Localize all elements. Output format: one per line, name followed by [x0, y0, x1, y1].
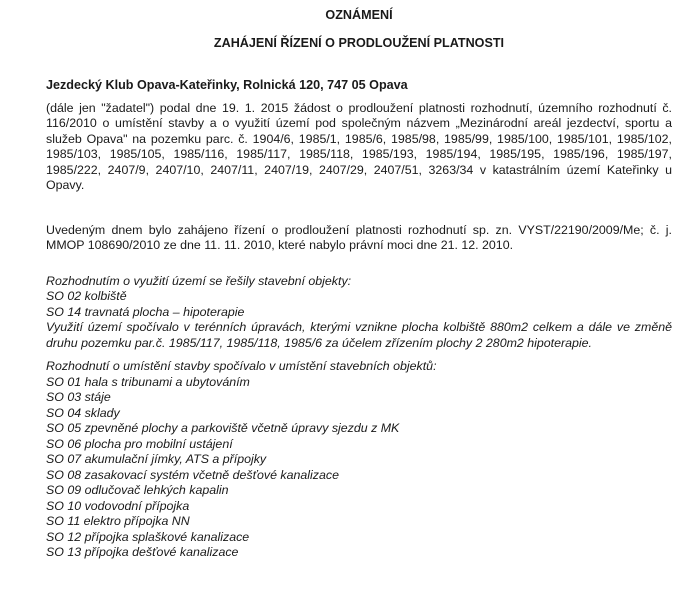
placement-section — [46, 359, 672, 561]
placement-item: SO 04 sklady — [46, 405, 120, 420]
placement-item: SO 01 hala s tribunami a ubytováním — [46, 374, 250, 389]
land-use-item: SO 02 kolbiště — [46, 289, 127, 303]
paragraph-proceedings: Uvedeným dnem bylo zahájeno řízení o prodloužení platnosti rozhodnutí sp. zn. VYST/22190/2009/Me; č. j. MMOP 108690/2010 ze dne 11. 11. 2010, které nabylo právní moci dne 21. 12. 2010. — [46, 222, 672, 252]
placement-item: SO 10 vodovodní přípojka — [46, 498, 190, 513]
placement-item: SO 09 odlučovač lehkých kapalin — [46, 483, 229, 497]
placement-item: SO 03 stáje — [46, 390, 111, 404]
document-title: OZNÁMENÍ — [325, 8, 393, 22]
land-use-item: SO 14 travnatá plocha – hipoterapie — [46, 304, 245, 319]
placement-item: SO 12 přípojka splaškové kanalizace — [46, 529, 250, 544]
paragraph-request: (dále jen "žadatel") podal dne 19. 1. 2015 žádost o prodloužení platnosti rozhodnutí, územního rozhodnutí č. 116/2010 o umístění stavby a o využití území pod společným názvem „Mezinárodní areál jezdectví, sportu a služeb Opava" na pozemku parc. č. 1904/6, 1985/1, 1985/6, 1985/98, 1985/99, 1985/100, 1985/101, 1985/102, 1985/103, 1985/105, 1985/116, 1985/117, 1985/118, 1985/193, 1985/194, 1985/195, 1985/196, 1985/197, 1985/222, 2407/9, 2407/10, 2407/11, 2407/19, 2407/29, 2407/51, 3263/34 v katastrálním území Kateřinky u Opavy. — [46, 100, 672, 192]
placement-item: SO 11 elektro přípojka NN — [46, 514, 190, 528]
land-use-description: Využití území spočívalo v terénních úpravách, kterými vznikne plocha kolbiště 880m2 celkem a dále ve změně druhu pozemku par.č. 1985/117, 1985/118, 1985/6 za účelem zřízením plochy 2 280m2 hipoterapie. — [46, 320, 672, 350]
land-use-heading: Rozhodnutím o využití území se řešily stavební objekty: — [46, 273, 352, 288]
placement-item: SO 05 zpevněné plochy a parkoviště včetně úpravy sjezdu z MK — [46, 421, 400, 435]
placement-item: SO 13 přípojka dešťové kanalizace — [46, 545, 239, 559]
placement-heading: Rozhodnutí o umístění stavby spočívalo v umístění stavebních objektů: — [46, 359, 437, 373]
placement-item: SO 06 plocha pro mobilní ustájení — [46, 436, 233, 451]
applicant-line: Jezdecký Klub Opava-Kateřinky, Rolnická 120, 747 05 Opava — [46, 78, 408, 92]
document-subtitle: ZAHÁJENÍ ŘÍZENÍ O PRODLOUŽENÍ PLATNOSTI — [213, 35, 505, 50]
land-use-section — [46, 274, 672, 352]
placement-item: SO 07 akumulační jímky, ATS a přípojky — [46, 452, 267, 466]
placement-item: SO 08 zasakovací systém včetně dešťové kanalizace — [46, 467, 339, 482]
